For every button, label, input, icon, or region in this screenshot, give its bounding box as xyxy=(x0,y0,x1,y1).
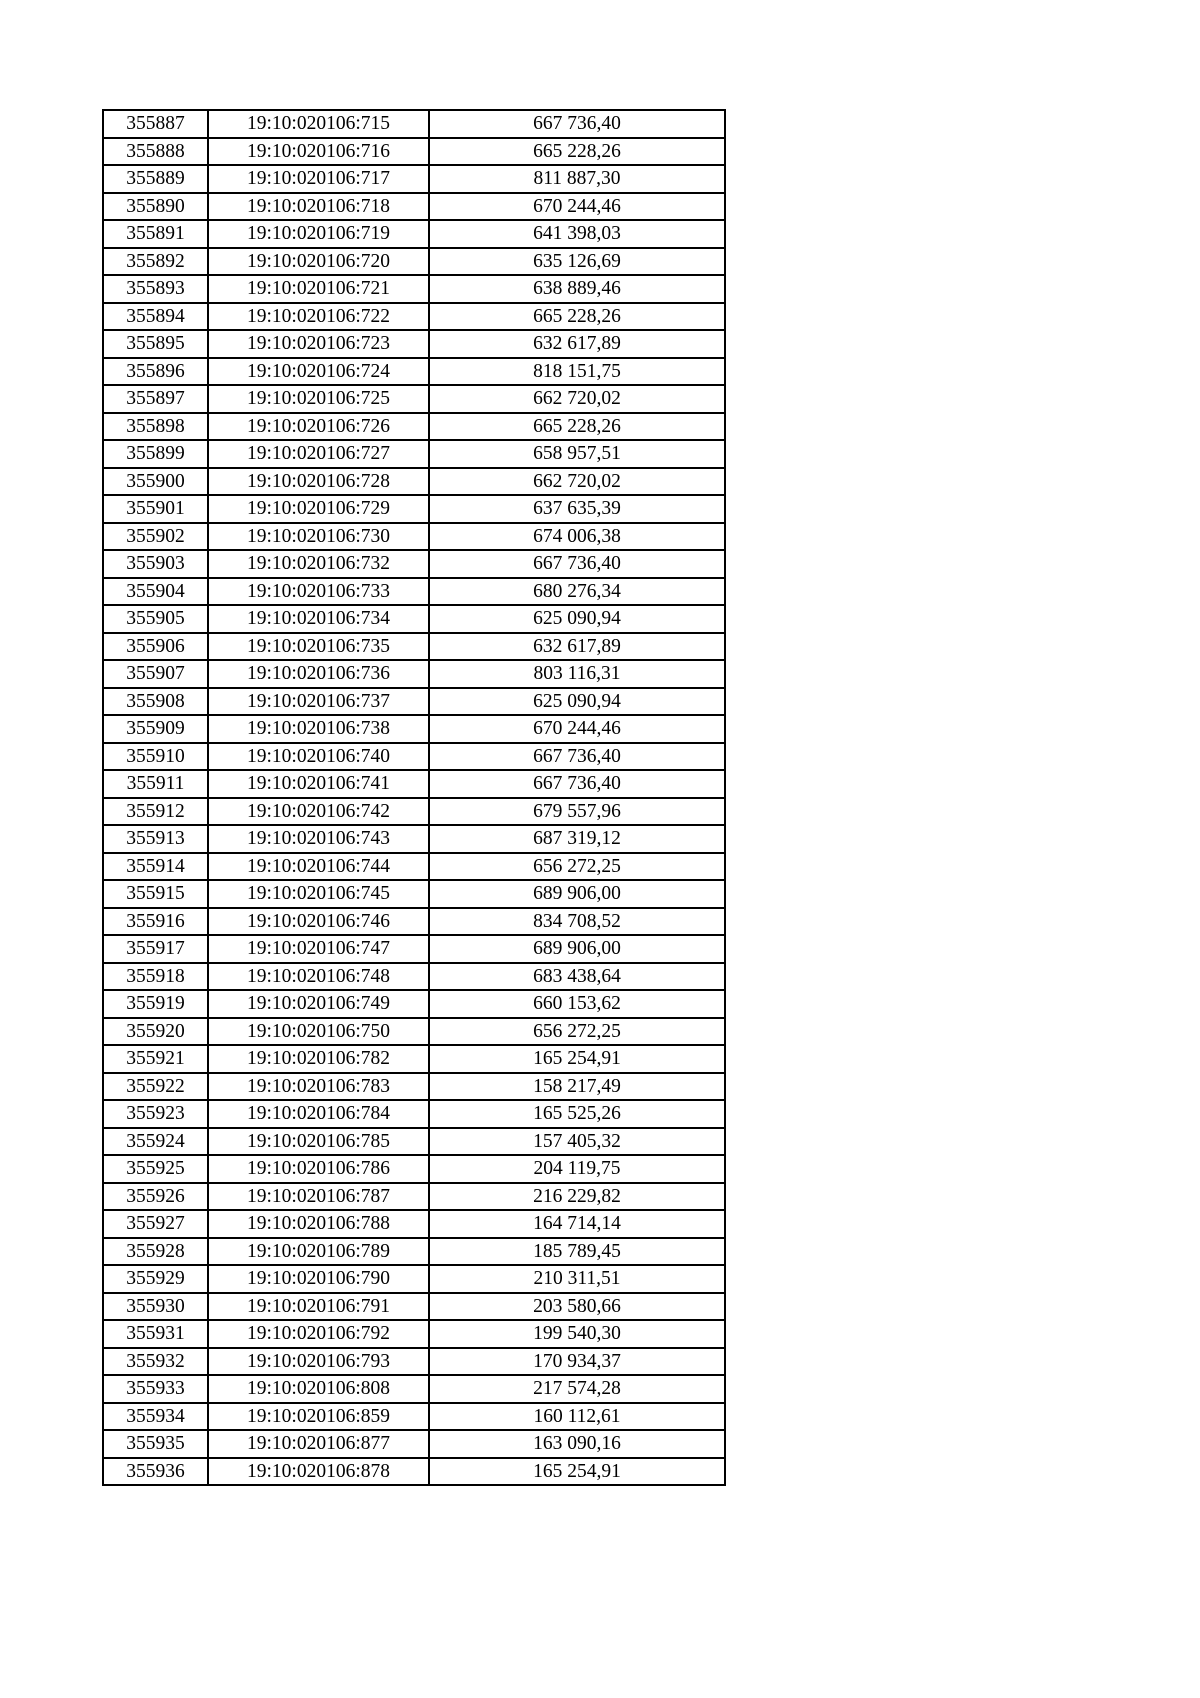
value-cell: 667 736,40 xyxy=(429,770,725,798)
value-cell: 165 525,26 xyxy=(429,1100,725,1128)
value-cell: 217 574,28 xyxy=(429,1375,725,1403)
value-cell: 667 736,40 xyxy=(429,550,725,578)
table-row xyxy=(103,963,725,991)
row-number-cell: 355917 xyxy=(103,935,208,963)
cadastral-number-cell: 19:10:020106:808 xyxy=(208,1375,429,1403)
table-row xyxy=(103,220,725,248)
cadastral-number-cell: 19:10:020106:733 xyxy=(208,578,429,606)
table-row xyxy=(103,688,725,716)
cadastral-number-cell: 19:10:020106:732 xyxy=(208,550,429,578)
value-cell: 165 254,91 xyxy=(429,1045,725,1073)
cadastral-number-cell: 19:10:020106:746 xyxy=(208,908,429,936)
cadastral-number-cell: 19:10:020106:743 xyxy=(208,825,429,853)
table-row xyxy=(103,660,725,688)
cadastral-number-cell: 19:10:020106:783 xyxy=(208,1073,429,1101)
cadastral-number-cell: 19:10:020106:730 xyxy=(208,523,429,551)
row-number-cell: 355898 xyxy=(103,413,208,441)
value-cell: 689 906,00 xyxy=(429,935,725,963)
cadastral-number-cell: 19:10:020106:736 xyxy=(208,660,429,688)
table-row xyxy=(103,468,725,496)
value-cell: 638 889,46 xyxy=(429,275,725,303)
value-cell: 662 720,02 xyxy=(429,468,725,496)
row-number-cell: 355927 xyxy=(103,1210,208,1238)
row-number-cell: 355907 xyxy=(103,660,208,688)
value-cell: 680 276,34 xyxy=(429,578,725,606)
table-row xyxy=(103,1238,725,1266)
row-number-cell: 355899 xyxy=(103,440,208,468)
cadastral-number-cell: 19:10:020106:718 xyxy=(208,193,429,221)
row-number-cell: 355891 xyxy=(103,220,208,248)
table-row xyxy=(103,880,725,908)
table-row xyxy=(103,1073,725,1101)
value-cell: 625 090,94 xyxy=(429,605,725,633)
cadastral-number-cell: 19:10:020106:715 xyxy=(208,110,429,138)
table-row xyxy=(103,1155,725,1183)
table-row xyxy=(103,330,725,358)
table-row xyxy=(103,248,725,276)
cadastral-number-cell: 19:10:020106:716 xyxy=(208,138,429,166)
cadastral-number-cell: 19:10:020106:793 xyxy=(208,1348,429,1376)
row-number-cell: 355919 xyxy=(103,990,208,1018)
value-cell: 656 272,25 xyxy=(429,1018,725,1046)
table-row xyxy=(103,798,725,826)
table-row xyxy=(103,523,725,551)
value-cell: 203 580,66 xyxy=(429,1293,725,1321)
value-cell: 216 229,82 xyxy=(429,1183,725,1211)
cadastral-number-cell: 19:10:020106:790 xyxy=(208,1265,429,1293)
row-number-cell: 355908 xyxy=(103,688,208,716)
cadastral-number-cell: 19:10:020106:745 xyxy=(208,880,429,908)
row-number-cell: 355901 xyxy=(103,495,208,523)
cadastral-number-cell: 19:10:020106:742 xyxy=(208,798,429,826)
row-number-cell: 355889 xyxy=(103,165,208,193)
cadastral-number-cell: 19:10:020106:749 xyxy=(208,990,429,1018)
cadastral-number-cell: 19:10:020106:735 xyxy=(208,633,429,661)
cadastral-number-cell: 19:10:020106:737 xyxy=(208,688,429,716)
value-cell: 632 617,89 xyxy=(429,330,725,358)
row-number-cell: 355892 xyxy=(103,248,208,276)
row-number-cell: 355920 xyxy=(103,1018,208,1046)
cadastral-number-cell: 19:10:020106:719 xyxy=(208,220,429,248)
row-number-cell: 355906 xyxy=(103,633,208,661)
value-cell: 157 405,32 xyxy=(429,1128,725,1156)
row-number-cell: 355905 xyxy=(103,605,208,633)
table-row xyxy=(103,165,725,193)
cadastral-number-cell: 19:10:020106:791 xyxy=(208,1293,429,1321)
cadastral-number-cell: 19:10:020106:722 xyxy=(208,303,429,331)
table-row xyxy=(103,1183,725,1211)
table-row xyxy=(103,1265,725,1293)
table-body xyxy=(103,110,725,1485)
row-number-cell: 355926 xyxy=(103,1183,208,1211)
cadastral-number-cell: 19:10:020106:784 xyxy=(208,1100,429,1128)
value-cell: 185 789,45 xyxy=(429,1238,725,1266)
row-number-cell: 355904 xyxy=(103,578,208,606)
table-row xyxy=(103,358,725,386)
value-cell: 803 116,31 xyxy=(429,660,725,688)
cadastral-number-cell: 19:10:020106:720 xyxy=(208,248,429,276)
value-cell: 170 934,37 xyxy=(429,1348,725,1376)
cadastral-number-cell: 19:10:020106:728 xyxy=(208,468,429,496)
table-row xyxy=(103,1128,725,1156)
cadastral-number-cell: 19:10:020106:717 xyxy=(208,165,429,193)
table-row xyxy=(103,578,725,606)
value-cell: 683 438,64 xyxy=(429,963,725,991)
row-number-cell: 355936 xyxy=(103,1458,208,1486)
table-row xyxy=(103,1320,725,1348)
value-cell: 660 153,62 xyxy=(429,990,725,1018)
cadastral-number-cell: 19:10:020106:786 xyxy=(208,1155,429,1183)
value-cell: 687 319,12 xyxy=(429,825,725,853)
value-cell: 641 398,03 xyxy=(429,220,725,248)
value-cell: 674 006,38 xyxy=(429,523,725,551)
table-row xyxy=(103,715,725,743)
cadastral-number-cell: 19:10:020106:878 xyxy=(208,1458,429,1486)
row-number-cell: 355888 xyxy=(103,138,208,166)
cadastral-number-cell: 19:10:020106:785 xyxy=(208,1128,429,1156)
row-number-cell: 355930 xyxy=(103,1293,208,1321)
cadastral-number-cell: 19:10:020106:787 xyxy=(208,1183,429,1211)
value-cell: 667 736,40 xyxy=(429,110,725,138)
value-cell: 834 708,52 xyxy=(429,908,725,936)
cadastral-number-cell: 19:10:020106:789 xyxy=(208,1238,429,1266)
cadastral-number-cell: 19:10:020106:782 xyxy=(208,1045,429,1073)
row-number-cell: 355887 xyxy=(103,110,208,138)
row-number-cell: 355918 xyxy=(103,963,208,991)
row-number-cell: 355909 xyxy=(103,715,208,743)
cadastral-number-cell: 19:10:020106:726 xyxy=(208,413,429,441)
table-row xyxy=(103,825,725,853)
table-row xyxy=(103,1293,725,1321)
value-cell: 667 736,40 xyxy=(429,743,725,771)
cadastral-number-cell: 19:10:020106:744 xyxy=(208,853,429,881)
row-number-cell: 355928 xyxy=(103,1238,208,1266)
value-cell: 662 720,02 xyxy=(429,385,725,413)
row-number-cell: 355932 xyxy=(103,1348,208,1376)
table-row xyxy=(103,743,725,771)
value-cell: 632 617,89 xyxy=(429,633,725,661)
row-number-cell: 355897 xyxy=(103,385,208,413)
value-cell: 199 540,30 xyxy=(429,1320,725,1348)
row-number-cell: 355915 xyxy=(103,880,208,908)
row-number-cell: 355911 xyxy=(103,770,208,798)
cadastral-number-cell: 19:10:020106:877 xyxy=(208,1430,429,1458)
table-row xyxy=(103,633,725,661)
value-cell: 164 714,14 xyxy=(429,1210,725,1238)
table-row xyxy=(103,908,725,936)
cadastral-number-cell: 19:10:020106:723 xyxy=(208,330,429,358)
value-cell: 625 090,94 xyxy=(429,688,725,716)
cadastral-number-cell: 19:10:020106:750 xyxy=(208,1018,429,1046)
table-row xyxy=(103,193,725,221)
table-row xyxy=(103,1210,725,1238)
value-cell: 670 244,46 xyxy=(429,193,725,221)
row-number-cell: 355924 xyxy=(103,1128,208,1156)
value-cell: 165 254,91 xyxy=(429,1458,725,1486)
value-cell: 160 112,61 xyxy=(429,1403,725,1431)
row-number-cell: 355929 xyxy=(103,1265,208,1293)
row-number-cell: 355916 xyxy=(103,908,208,936)
row-number-cell: 355903 xyxy=(103,550,208,578)
cadastral-number-cell: 19:10:020106:740 xyxy=(208,743,429,771)
value-cell: 635 126,69 xyxy=(429,248,725,276)
row-number-cell: 355922 xyxy=(103,1073,208,1101)
value-cell: 665 228,26 xyxy=(429,413,725,441)
row-number-cell: 355933 xyxy=(103,1375,208,1403)
value-cell: 670 244,46 xyxy=(429,715,725,743)
cadastral-number-cell: 19:10:020106:859 xyxy=(208,1403,429,1431)
value-cell: 210 311,51 xyxy=(429,1265,725,1293)
cadastral-number-cell: 19:10:020106:741 xyxy=(208,770,429,798)
value-cell: 158 217,49 xyxy=(429,1073,725,1101)
value-cell: 656 272,25 xyxy=(429,853,725,881)
row-number-cell: 355893 xyxy=(103,275,208,303)
cadastral-number-cell: 19:10:020106:727 xyxy=(208,440,429,468)
table-row xyxy=(103,138,725,166)
row-number-cell: 355894 xyxy=(103,303,208,331)
table-row xyxy=(103,1100,725,1128)
row-number-cell: 355913 xyxy=(103,825,208,853)
table-row xyxy=(103,605,725,633)
row-number-cell: 355912 xyxy=(103,798,208,826)
value-cell: 204 119,75 xyxy=(429,1155,725,1183)
table-row xyxy=(103,110,725,138)
value-cell: 665 228,26 xyxy=(429,303,725,331)
row-number-cell: 355902 xyxy=(103,523,208,551)
value-cell: 818 151,75 xyxy=(429,358,725,386)
cadastral-number-cell: 19:10:020106:725 xyxy=(208,385,429,413)
table-row xyxy=(103,770,725,798)
row-number-cell: 355896 xyxy=(103,358,208,386)
table-row xyxy=(103,440,725,468)
table-row xyxy=(103,1045,725,1073)
value-cell: 658 957,51 xyxy=(429,440,725,468)
value-cell: 679 557,96 xyxy=(429,798,725,826)
row-number-cell: 355923 xyxy=(103,1100,208,1128)
table-row xyxy=(103,385,725,413)
cadastral-number-cell: 19:10:020106:748 xyxy=(208,963,429,991)
value-cell: 665 228,26 xyxy=(429,138,725,166)
cadastral-number-cell: 19:10:020106:734 xyxy=(208,605,429,633)
value-cell: 811 887,30 xyxy=(429,165,725,193)
cadastral-number-cell: 19:10:020106:792 xyxy=(208,1320,429,1348)
data-table xyxy=(102,109,726,1486)
cadastral-number-cell: 19:10:020106:738 xyxy=(208,715,429,743)
row-number-cell: 355935 xyxy=(103,1430,208,1458)
cadastral-number-cell: 19:10:020106:721 xyxy=(208,275,429,303)
cadastral-number-cell: 19:10:020106:724 xyxy=(208,358,429,386)
table-row xyxy=(103,853,725,881)
table-row xyxy=(103,275,725,303)
table-row xyxy=(103,1018,725,1046)
value-cell: 637 635,39 xyxy=(429,495,725,523)
row-number-cell: 355925 xyxy=(103,1155,208,1183)
value-cell: 163 090,16 xyxy=(429,1430,725,1458)
table-row xyxy=(103,495,725,523)
row-number-cell: 355934 xyxy=(103,1403,208,1431)
cadastral-number-cell: 19:10:020106:788 xyxy=(208,1210,429,1238)
cadastral-number-cell: 19:10:020106:729 xyxy=(208,495,429,523)
row-number-cell: 355890 xyxy=(103,193,208,221)
table-row xyxy=(103,935,725,963)
cadastral-number-cell: 19:10:020106:747 xyxy=(208,935,429,963)
table-row xyxy=(103,1348,725,1376)
table-row xyxy=(103,1375,725,1403)
table-row xyxy=(103,990,725,1018)
row-number-cell: 355914 xyxy=(103,853,208,881)
row-number-cell: 355900 xyxy=(103,468,208,496)
table-row xyxy=(103,1403,725,1431)
table-row xyxy=(103,1458,725,1486)
row-number-cell: 355910 xyxy=(103,743,208,771)
table-row xyxy=(103,413,725,441)
row-number-cell: 355921 xyxy=(103,1045,208,1073)
value-cell: 689 906,00 xyxy=(429,880,725,908)
row-number-cell: 355931 xyxy=(103,1320,208,1348)
table-row xyxy=(103,1430,725,1458)
table-row xyxy=(103,550,725,578)
table-row xyxy=(103,303,725,331)
row-number-cell: 355895 xyxy=(103,330,208,358)
